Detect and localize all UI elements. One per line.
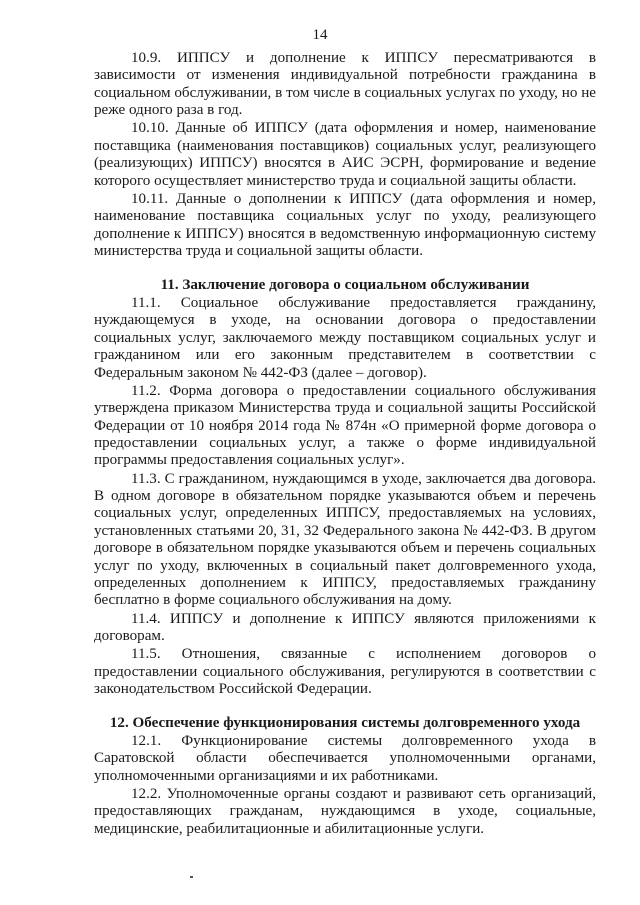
- paragraph-10-9: 10.9. ИППСУ и дополнение к ИППСУ пересматриваются в зависимости от изменения индивидуальной потребности гражданина в социальном обслуживании, в том числе в социальных услугах по уходу, но не реже одного раза в год.: [94, 50, 596, 119]
- scan-speck: [190, 876, 193, 878]
- paragraph-11-2: 11.2. Форма договора о предоставлении социального обслуживания утверждена приказом Министерства труда и социальной защиты Российской Федерации от 10 ноября 2014 года № 874н «О примерной форме договора о предоставлении социальных услуг, а также о форме индивидуальной программы предоставления социальных услуг».: [94, 382, 596, 469]
- paragraph-10-10: 10.10. Данные об ИППСУ (дата оформления и номер, наименование поставщика (наименования поставщиков) социальных услуг, реализующего (реализующих) ИППСУ) вносятся в АИС ЭСРН, формирование и ведение которого осуществляет министерство труда и социальной защиты области.: [94, 120, 596, 189]
- paragraph-11-4: 11.4. ИППСУ и дополнение к ИППСУ являются приложениями к договорам.: [94, 610, 596, 644]
- paragraph-11-3: 11.3. С гражданином, нуждающимся в уходе, заключается два договора. В одном договоре в обязательном порядке указываются объем и перечень социальных услуг, определенных ИППСУ, предоставляемых на условиях, установленных статьями 20, 31, 32 Федерального закона № 442-ФЗ. В другом договоре в обязательном порядке указываются объем и перечень социальных услуг по уходу, включенных в социальный пакет долговременного ухода, определенных дополнением к ИППСУ, предоставляемых гражданину бесплатно в форме социального обслуживания на дому.: [94, 470, 596, 609]
- section-heading-11: 11. Заключение договора о социальном обслуживании: [160, 277, 530, 294]
- section-heading-12: 12. Обеспечение функционирования системы долговременного ухода: [109, 715, 581, 732]
- paragraph-11-1: 11.1. Социальное обслуживание предоставляется гражданину, нуждающемуся в уходе, на основании договора о предоставлении социальных услуг, заключаемого между поставщиком социальных услуг и гражданином или его законным представителем в соответствии с Федеральным законом № 442-ФЗ (далее – договор).: [94, 294, 596, 381]
- document-body: [94, 50, 596, 839]
- page-number: 14: [312, 27, 328, 43]
- paragraph-11-5: 11.5. Отношения, связанные с исполнением договоров о предоставлении социального обслуживания, регулируются в соответствии с законодательством Российской Федерации.: [94, 646, 596, 697]
- paragraph-12-2: 12.2. Уполномоченные органы создают и развивают сеть организаций, предоставляющих гражданам, нуждающимся в уходе, социальные, медицинские, реабилитационные и абилитационные услуги.: [94, 785, 596, 837]
- paragraph-10-11: 10.11. Данные о дополнении к ИППСУ (дата оформления и номер, наименование поставщика социальных услуг по уходу, реализующего дополнение к ИППСУ) вносятся в ведомственную информационную систему министерства труда и социальной защиты области.: [94, 190, 596, 260]
- paragraph-12-1: 12.1. Функционирование системы долговременного ухода в Саратовской области обеспечивается уполномоченными органами, уполномоченными организациями и их работниками.: [94, 732, 596, 784]
